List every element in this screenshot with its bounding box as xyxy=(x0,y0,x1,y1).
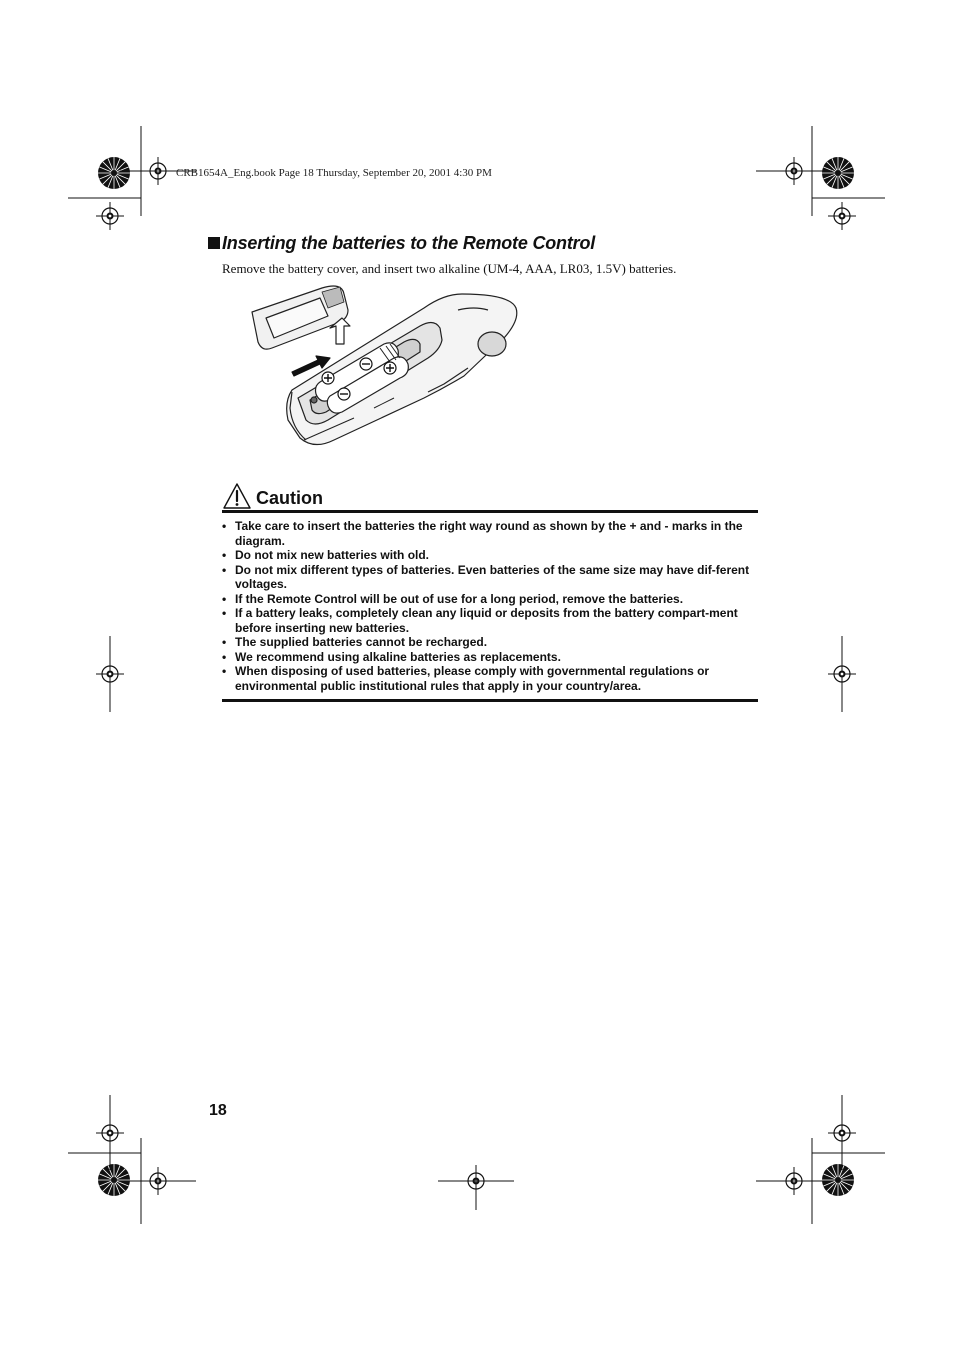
list-item: • We recommend using alkaline batteries as replacements. xyxy=(222,650,758,665)
registration-target-icon xyxy=(96,660,124,688)
registration-target-icon xyxy=(828,660,856,688)
registration-star-icon xyxy=(822,1164,854,1196)
list-item: • If a battery leaks, completely clean any liquid or deposits from the battery compart-ment before inserting new batteries. xyxy=(222,606,758,635)
caution-title: Caution xyxy=(256,488,323,508)
registration-star-icon xyxy=(98,1164,130,1196)
registration-star-icon xyxy=(822,157,854,189)
list-item: • Take care to insert the batteries the right way round as shown by the + and - marks in the diagram. xyxy=(222,519,758,548)
list-item: • If the Remote Control will be out of use for a long period, remove the batteries. xyxy=(222,592,758,607)
registration-star-icon xyxy=(98,157,130,189)
list-item: • When disposing of used batteries, please comply with governmental regulations or environmental public institutional rules that apply in your country/area. xyxy=(222,664,758,693)
warning-triangle-icon xyxy=(222,482,252,510)
title-square-icon xyxy=(208,237,220,249)
list-item: • Do not mix different types of batteries. Even batteries of the same size may have dif-ferent voltages. xyxy=(222,563,758,592)
caution-top-rule xyxy=(222,510,758,513)
caution-list xyxy=(222,519,758,693)
list-item: • The supplied batteries cannot be recharged. xyxy=(222,635,758,650)
registration-target-icon xyxy=(828,202,856,230)
registration-target-icon xyxy=(96,1119,124,1147)
registration-target-icon xyxy=(828,1119,856,1147)
battery-cover-icon xyxy=(252,286,348,349)
intro-text: Remove the battery cover, and insert two alkaline (UM-4, AAA, LR03, 1.5V) batteries. xyxy=(222,261,677,276)
caution-header xyxy=(222,482,323,510)
remote-battery-illustration xyxy=(244,280,524,450)
print-header: CRB1654A_Eng.book Page 18 Thursday, September 20, 2001 4:30 PM xyxy=(176,167,492,179)
registration-target-icon xyxy=(96,202,124,230)
section-title xyxy=(208,233,595,254)
section-title-text: Inserting the batteries to the Remote Control xyxy=(222,233,596,253)
page-number: 18 xyxy=(209,1102,227,1119)
list-item: • Do not mix new batteries with old. xyxy=(222,548,758,563)
caution-bottom-rule xyxy=(222,699,758,702)
